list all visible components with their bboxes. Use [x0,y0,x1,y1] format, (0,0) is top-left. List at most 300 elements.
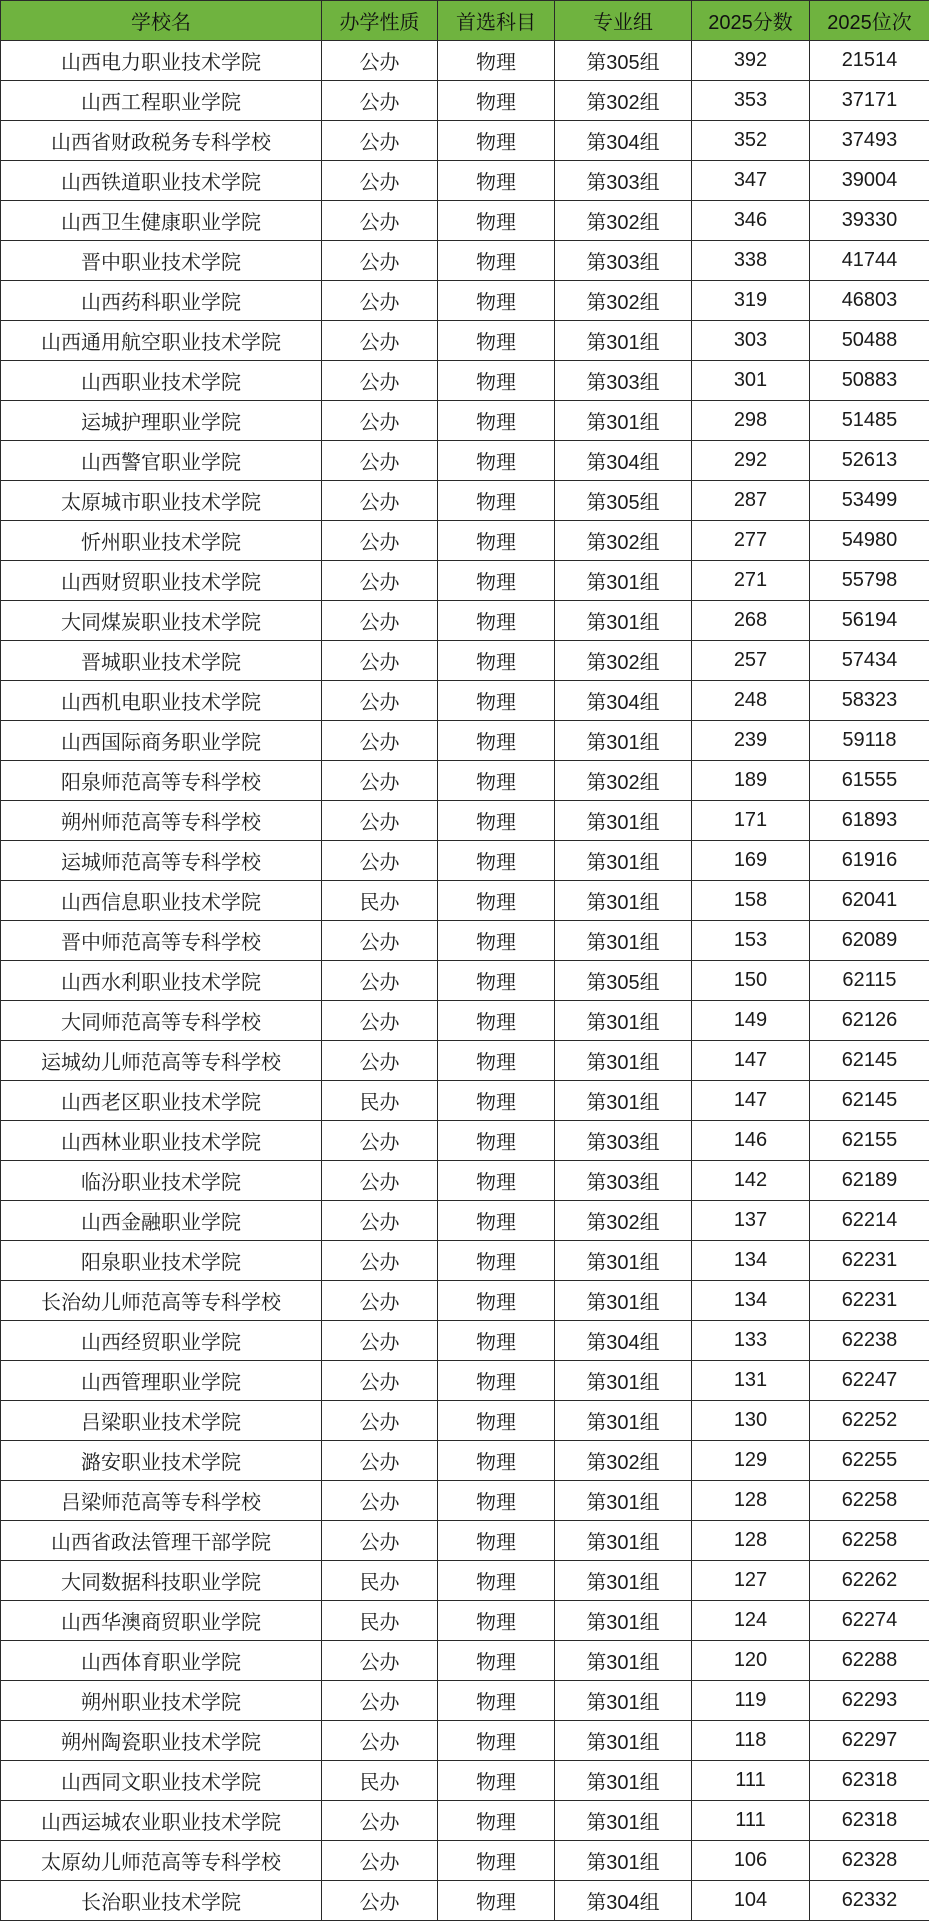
rank-cell: 61893 [810,801,929,841]
score-cell: 257 [692,641,810,681]
primary-subject-cell: 物理 [438,1441,555,1481]
primary-subject-cell: 物理 [438,1161,555,1201]
major-group-cell: 第301组 [555,1681,692,1721]
primary-subject-cell: 物理 [438,1681,555,1721]
school-name-cell: 山西电力职业技术学院 [1,41,322,81]
rank-cell: 56194 [810,601,929,641]
school-name-cell: 朔州陶瓷职业技术学院 [1,1721,322,1761]
major-group-cell: 第301组 [555,1401,692,1441]
school-name-cell: 山西林业职业技术学院 [1,1121,322,1161]
school-type-cell: 公办 [322,961,438,1001]
primary-subject-cell: 物理 [438,561,555,601]
major-group-cell: 第303组 [555,1121,692,1161]
score-cell: 111 [692,1801,810,1841]
school-name-cell: 临汾职业技术学院 [1,1161,322,1201]
school-type-cell: 公办 [322,721,438,761]
table-row [1,921,929,961]
school-name-cell: 山西警官职业学院 [1,441,322,481]
rank-cell: 62262 [810,1561,929,1601]
school-type-cell: 公办 [322,521,438,561]
school-name-cell: 晋中职业技术学院 [1,241,322,281]
major-group-cell: 第305组 [555,41,692,81]
primary-subject-cell: 物理 [438,961,555,1001]
major-group-cell: 第301组 [555,921,692,961]
rank-cell: 62145 [810,1041,929,1081]
major-group-cell: 第304组 [555,121,692,161]
school-name-cell: 运城师范高等专科学校 [1,841,322,881]
rank-cell: 62041 [810,881,929,921]
major-group-cell: 第302组 [555,201,692,241]
school-type-cell: 公办 [322,561,438,601]
primary-subject-cell: 物理 [438,521,555,561]
rank-cell: 62318 [810,1801,929,1841]
score-cell: 104 [692,1881,810,1921]
rank-cell: 57434 [810,641,929,681]
score-cell: 239 [692,721,810,761]
school-type-cell: 公办 [322,201,438,241]
score-cell: 147 [692,1081,810,1121]
rank-cell: 52613 [810,441,929,481]
major-group-cell: 第303组 [555,361,692,401]
header-2025-score: 2025分数 [692,1,810,41]
school-type-cell: 公办 [322,321,438,361]
score-cell: 346 [692,201,810,241]
score-cell: 131 [692,1361,810,1401]
primary-subject-cell: 物理 [438,1481,555,1521]
rank-cell: 39004 [810,161,929,201]
major-group-cell: 第302组 [555,521,692,561]
header-2025-rank: 2025位次 [810,1,929,41]
score-cell: 352 [692,121,810,161]
table-row [1,1241,929,1281]
school-name-cell: 太原幼儿师范高等专科学校 [1,1841,322,1881]
primary-subject-cell: 物理 [438,721,555,761]
table-row [1,1801,929,1841]
score-cell: 119 [692,1681,810,1721]
school-name-cell: 大同师范高等专科学校 [1,1001,322,1041]
table-row [1,401,929,441]
major-group-cell: 第302组 [555,641,692,681]
score-cell: 303 [692,321,810,361]
header-row [1,1,929,41]
table-row [1,1841,929,1881]
school-type-cell: 公办 [322,841,438,881]
school-name-cell: 长治职业技术学院 [1,1881,322,1921]
score-cell: 171 [692,801,810,841]
score-cell: 111 [692,1761,810,1801]
school-type-cell: 公办 [322,281,438,321]
rank-cell: 55798 [810,561,929,601]
primary-subject-cell: 物理 [438,921,555,961]
school-type-cell: 公办 [322,1801,438,1841]
score-cell: 118 [692,1721,810,1761]
table-row [1,1881,929,1921]
score-cell: 147 [692,1041,810,1081]
school-type-cell: 公办 [322,1321,438,1361]
school-type-cell: 公办 [322,241,438,281]
major-group-cell: 第304组 [555,1321,692,1361]
primary-subject-cell: 物理 [438,881,555,921]
table-row [1,1081,929,1121]
primary-subject-cell: 物理 [438,601,555,641]
rank-cell: 62252 [810,1401,929,1441]
primary-subject-cell: 物理 [438,81,555,121]
score-cell: 142 [692,1161,810,1201]
major-group-cell: 第301组 [555,881,692,921]
school-name-cell: 忻州职业技术学院 [1,521,322,561]
score-cell: 137 [692,1201,810,1241]
primary-subject-cell: 物理 [438,1521,555,1561]
primary-subject-cell: 物理 [438,1641,555,1681]
score-cell: 150 [692,961,810,1001]
school-type-cell: 公办 [322,1441,438,1481]
primary-subject-cell: 物理 [438,481,555,521]
rank-cell: 61555 [810,761,929,801]
major-group-cell: 第301组 [555,1521,692,1561]
school-name-cell: 山西财贸职业技术学院 [1,561,322,601]
school-type-cell: 公办 [322,1121,438,1161]
table-row [1,1681,929,1721]
school-type-cell: 公办 [322,1721,438,1761]
school-type-cell: 民办 [322,1761,438,1801]
major-group-cell: 第301组 [555,1481,692,1521]
school-type-cell: 公办 [322,41,438,81]
score-cell: 248 [692,681,810,721]
rank-cell: 41744 [810,241,929,281]
table-row [1,721,929,761]
rank-cell: 58323 [810,681,929,721]
primary-subject-cell: 物理 [438,401,555,441]
primary-subject-cell: 物理 [438,1241,555,1281]
school-type-cell: 公办 [322,761,438,801]
rank-cell: 62258 [810,1481,929,1521]
school-name-cell: 山西机电职业技术学院 [1,681,322,721]
table-body [1,41,929,1921]
table-row [1,1401,929,1441]
table-row [1,201,929,241]
table-row [1,1121,929,1161]
primary-subject-cell: 物理 [438,801,555,841]
score-cell: 127 [692,1561,810,1601]
table-row [1,1721,929,1761]
primary-subject-cell: 物理 [438,1281,555,1321]
table-row [1,641,929,681]
score-cell: 392 [692,41,810,81]
table-row [1,881,929,921]
score-cell: 146 [692,1121,810,1161]
school-name-cell: 山西省政法管理干部学院 [1,1521,322,1561]
school-type-cell: 民办 [322,1601,438,1641]
rank-cell: 62293 [810,1681,929,1721]
rank-cell: 39330 [810,201,929,241]
rank-cell: 59118 [810,721,929,761]
major-group-cell: 第301组 [555,1001,692,1041]
table-header [1,1,929,41]
rank-cell: 62189 [810,1161,929,1201]
primary-subject-cell: 物理 [438,681,555,721]
score-cell: 134 [692,1281,810,1321]
primary-subject-cell: 物理 [438,761,555,801]
table-row [1,1441,929,1481]
score-cell: 128 [692,1481,810,1521]
score-cell: 133 [692,1321,810,1361]
header-school-type: 办学性质 [322,1,438,41]
rank-cell: 62089 [810,921,929,961]
score-cell: 158 [692,881,810,921]
rank-cell: 62155 [810,1121,929,1161]
score-cell: 353 [692,81,810,121]
school-name-cell: 山西工程职业学院 [1,81,322,121]
score-cell: 268 [692,601,810,641]
school-name-cell: 山西药科职业学院 [1,281,322,321]
table-row [1,801,929,841]
major-group-cell: 第304组 [555,441,692,481]
header-primary-subject: 首选科目 [438,1,555,41]
major-group-cell: 第301组 [555,561,692,601]
school-name-cell: 山西管理职业学院 [1,1361,322,1401]
school-type-cell: 公办 [322,1841,438,1881]
major-group-cell: 第304组 [555,1881,692,1921]
header-major-group: 专业组 [555,1,692,41]
table-row [1,961,929,1001]
score-cell: 271 [692,561,810,601]
table-row [1,1561,929,1601]
school-type-cell: 公办 [322,1481,438,1521]
score-cell: 129 [692,1441,810,1481]
major-group-cell: 第301组 [555,1281,692,1321]
school-name-cell: 吕梁职业技术学院 [1,1401,322,1441]
school-name-cell: 吕梁师范高等专科学校 [1,1481,322,1521]
table-row [1,481,929,521]
score-cell: 298 [692,401,810,441]
rank-cell: 62145 [810,1081,929,1121]
school-type-cell: 公办 [322,161,438,201]
primary-subject-cell: 物理 [438,841,555,881]
table-row [1,81,929,121]
school-type-cell: 公办 [322,641,438,681]
primary-subject-cell: 物理 [438,361,555,401]
major-group-cell: 第303组 [555,1161,692,1201]
major-group-cell: 第301组 [555,1721,692,1761]
school-name-cell: 山西同文职业技术学院 [1,1761,322,1801]
school-type-cell: 公办 [322,1161,438,1201]
primary-subject-cell: 物理 [438,1081,555,1121]
primary-subject-cell: 物理 [438,1321,555,1361]
primary-subject-cell: 物理 [438,1201,555,1241]
score-cell: 277 [692,521,810,561]
primary-subject-cell: 物理 [438,1361,555,1401]
primary-subject-cell: 物理 [438,201,555,241]
primary-subject-cell: 物理 [438,41,555,81]
table-row [1,281,929,321]
primary-subject-cell: 物理 [438,441,555,481]
major-group-cell: 第302组 [555,81,692,121]
school-name-cell: 山西运城农业职业技术学院 [1,1801,322,1841]
rank-cell: 37493 [810,121,929,161]
school-name-cell: 朔州师范高等专科学校 [1,801,322,841]
major-group-cell: 第303组 [555,241,692,281]
school-name-cell: 运城护理职业学院 [1,401,322,441]
major-group-cell: 第301组 [555,801,692,841]
major-group-cell: 第301组 [555,401,692,441]
school-name-cell: 阳泉职业技术学院 [1,1241,322,1281]
school-type-cell: 公办 [322,1881,438,1921]
school-type-cell: 公办 [322,401,438,441]
school-name-cell: 山西水利职业技术学院 [1,961,322,1001]
major-group-cell: 第301组 [555,1801,692,1841]
rank-cell: 62231 [810,1241,929,1281]
rank-cell: 61916 [810,841,929,881]
school-name-cell: 山西通用航空职业技术学院 [1,321,322,361]
primary-subject-cell: 物理 [438,161,555,201]
major-group-cell: 第303组 [555,161,692,201]
score-cell: 149 [692,1001,810,1041]
table-row [1,1521,929,1561]
school-name-cell: 晋城职业技术学院 [1,641,322,681]
school-name-cell: 运城幼儿师范高等专科学校 [1,1041,322,1081]
table-row [1,121,929,161]
major-group-cell: 第301组 [555,601,692,641]
table-row [1,1001,929,1041]
rank-cell: 54980 [810,521,929,561]
table-row [1,1601,929,1641]
primary-subject-cell: 物理 [438,1561,555,1601]
rank-cell: 62238 [810,1321,929,1361]
major-group-cell: 第301组 [555,1041,692,1081]
score-cell: 338 [692,241,810,281]
school-type-cell: 公办 [322,681,438,721]
rank-cell: 50488 [810,321,929,361]
major-group-cell: 第305组 [555,481,692,521]
primary-subject-cell: 物理 [438,1761,555,1801]
school-type-cell: 民办 [322,881,438,921]
rank-cell: 62318 [810,1761,929,1801]
major-group-cell: 第301组 [555,1841,692,1881]
rank-cell: 62297 [810,1721,929,1761]
school-name-cell: 阳泉师范高等专科学校 [1,761,322,801]
school-type-cell: 公办 [322,361,438,401]
primary-subject-cell: 物理 [438,121,555,161]
school-name-cell: 山西体育职业学院 [1,1641,322,1681]
rank-cell: 62115 [810,961,929,1001]
table-row [1,41,929,81]
rank-cell: 62247 [810,1361,929,1401]
major-group-cell: 第302组 [555,1201,692,1241]
rank-cell: 50883 [810,361,929,401]
score-cell: 319 [692,281,810,321]
table-row [1,681,929,721]
major-group-cell: 第301组 [555,1561,692,1601]
major-group-cell: 第304组 [555,681,692,721]
score-cell: 128 [692,1521,810,1561]
school-type-cell: 公办 [322,1681,438,1721]
score-cell: 347 [692,161,810,201]
school-name-cell: 山西职业技术学院 [1,361,322,401]
table-row [1,761,929,801]
school-name-cell: 山西老区职业技术学院 [1,1081,322,1121]
major-group-cell: 第305组 [555,961,692,1001]
school-name-cell: 山西国际商务职业学院 [1,721,322,761]
rank-cell: 62328 [810,1841,929,1881]
primary-subject-cell: 物理 [438,281,555,321]
table-row [1,1161,929,1201]
school-type-cell: 公办 [322,1521,438,1561]
school-name-cell: 山西金融职业学院 [1,1201,322,1241]
table-row [1,1481,929,1521]
score-cell: 301 [692,361,810,401]
table-row [1,601,929,641]
rank-cell: 62214 [810,1201,929,1241]
major-group-cell: 第301组 [555,1081,692,1121]
major-group-cell: 第301组 [555,1601,692,1641]
school-type-cell: 公办 [322,481,438,521]
score-cell: 134 [692,1241,810,1281]
table-row [1,241,929,281]
primary-subject-cell: 物理 [438,1001,555,1041]
school-name-cell: 朔州职业技术学院 [1,1681,322,1721]
rank-cell: 21514 [810,41,929,81]
major-group-cell: 第302组 [555,761,692,801]
school-name-cell: 长治幼儿师范高等专科学校 [1,1281,322,1321]
table-row [1,1361,929,1401]
school-name-cell: 大同数据科技职业学院 [1,1561,322,1601]
school-type-cell: 公办 [322,1041,438,1081]
school-name-cell: 大同煤炭职业技术学院 [1,601,322,641]
school-name-cell: 山西铁道职业技术学院 [1,161,322,201]
score-cell: 153 [692,921,810,961]
school-type-cell: 公办 [322,441,438,481]
table-row [1,1641,929,1681]
score-cell: 120 [692,1641,810,1681]
school-type-cell: 公办 [322,601,438,641]
table-row [1,521,929,561]
primary-subject-cell: 物理 [438,1601,555,1641]
major-group-cell: 第301组 [555,721,692,761]
school-type-cell: 公办 [322,801,438,841]
primary-subject-cell: 物理 [438,1721,555,1761]
school-name-cell: 山西经贸职业学院 [1,1321,322,1361]
table-row [1,841,929,881]
school-type-cell: 公办 [322,121,438,161]
header-school-name: 学校名 [1,1,322,41]
school-name-cell: 太原城市职业技术学院 [1,481,322,521]
table-row [1,1201,929,1241]
school-type-cell: 公办 [322,921,438,961]
table-row [1,161,929,201]
table-row [1,1321,929,1361]
school-type-cell: 民办 [322,1081,438,1121]
score-cell: 124 [692,1601,810,1641]
rank-cell: 62258 [810,1521,929,1561]
school-type-cell: 公办 [322,1201,438,1241]
school-name-cell: 山西省财政税务专科学校 [1,121,322,161]
major-group-cell: 第301组 [555,1761,692,1801]
score-cell: 130 [692,1401,810,1441]
school-type-cell: 公办 [322,1241,438,1281]
rank-cell: 53499 [810,481,929,521]
primary-subject-cell: 物理 [438,1841,555,1881]
major-group-cell: 第301组 [555,1361,692,1401]
major-group-cell: 第302组 [555,281,692,321]
school-name-cell: 晋中师范高等专科学校 [1,921,322,961]
school-type-cell: 公办 [322,1361,438,1401]
score-cell: 169 [692,841,810,881]
major-group-cell: 第301组 [555,1241,692,1281]
school-type-cell: 公办 [322,81,438,121]
school-name-cell: 山西信息职业技术学院 [1,881,322,921]
primary-subject-cell: 物理 [438,241,555,281]
rank-cell: 62288 [810,1641,929,1681]
